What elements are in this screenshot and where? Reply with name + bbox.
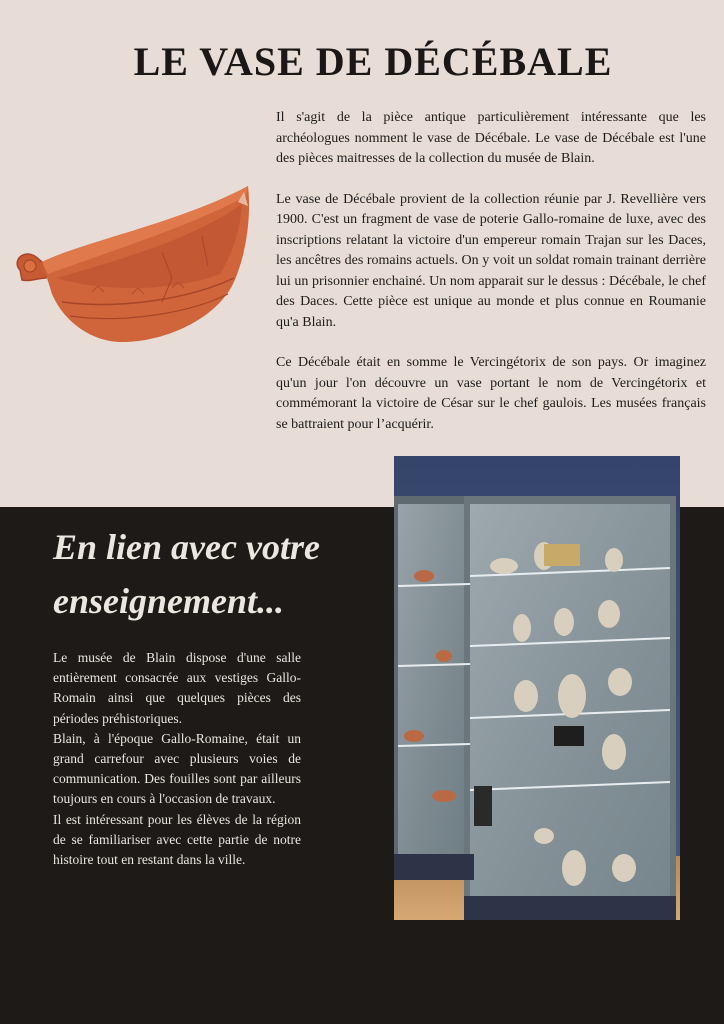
decebale-vase-image xyxy=(12,182,252,347)
museum-display-case-photo xyxy=(394,456,680,920)
section-paragraph: Blain, à l'époque Gallo-Romaine, était un grand carrefour avec plusieurs voies de communication. Des fouilles sont par ailleurs toujours en cours à l'occasion de travaux. xyxy=(53,730,301,807)
intro-text xyxy=(276,108,706,455)
intro-paragraph: Le vase de Décébale provient de la collection réunie par J. Revellière vers 1900. C'est un fragment de vase de poterie Gallo-romaine de luxe, avec des inscriptions relatant la victoire d'un empereur romain Trajan sur les Daces, les ancêtres des romains actuels. On y voit un soldat romain trainant derrière lui un prisonnier enchainé. Un nom apparait sur le dessus : Décébale, le chef des Daces. Cette pièce est unique au monde et plus connue en Roumanie qu'a Blain. xyxy=(276,191,706,330)
page-title: LE VASE DE DÉCÉBALE xyxy=(133,39,613,84)
section-paragraph: Le musée de Blain dispose d'une salle entièrement consacrée aux vestiges Gallo-Romain ainsi que quelques pièces des périodes préhistoriques. xyxy=(53,650,301,726)
section-text xyxy=(53,648,301,870)
section-heading: En lien avec votre enseignement... xyxy=(53,527,320,621)
section-paragraph: Il est intéressant pour les élèves de la région de se familiariser avec cette partie de notre histoire tout en restant dans la ville. xyxy=(53,811,301,868)
intro-paragraph: Ce Décébale était en somme le Vercingétorix de son pays. Or imaginez qu'un jour l'on découvre un vase portant le nom de Vercingétorix et commémorant la victoire de César sur le chef gaulois. Les musées français se battraient pour l’acquérir. xyxy=(276,355,706,432)
intro-paragraph: Il s'agit de la pièce antique particulièrement intéressante que les archéologues nomment le vase de Décébale. Le vase de Décébale est l'une des pièces maitresses de la collection du musée de Blain. xyxy=(276,110,706,166)
